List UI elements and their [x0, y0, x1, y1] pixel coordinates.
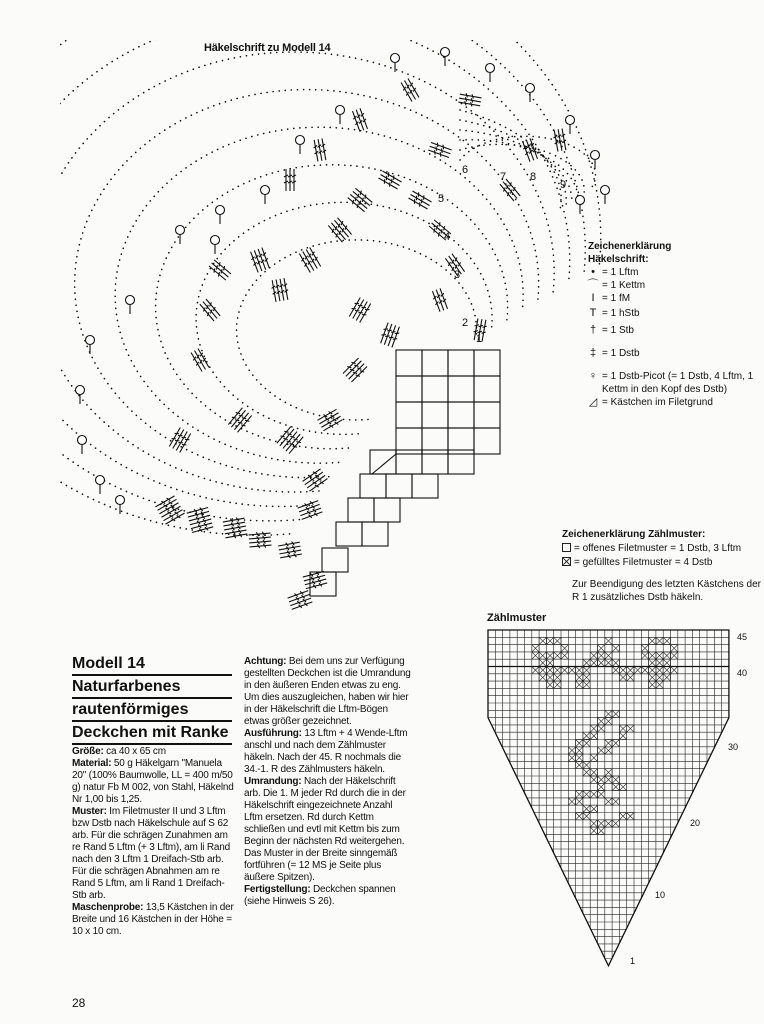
text-column-2 [244, 656, 412, 908]
round-label: 5 [438, 193, 445, 205]
legend-filled-item: = gefülltes Filetmuster = 4 Dstb [562, 556, 762, 570]
legend-item: ‡ = 1 Dstb [584, 347, 758, 360]
diagram-title: Häkelschrift zu Modell 14 [204, 42, 331, 54]
page-number: 28 [72, 996, 86, 1010]
row-label-30: 30 [728, 742, 739, 752]
legend-count-title: Zeichenerklärung Zählmuster: [562, 529, 706, 540]
chain-icon: • [591, 266, 595, 278]
row-label-45: 45 [737, 632, 748, 642]
legend-note: Zur Beendigung des letzten Kästchens der R 1 zusätzliches Dstb häkeln. [572, 579, 762, 603]
paragraph: Größe: ca 40 x 65 cm [72, 746, 166, 757]
open-box-icon [562, 543, 571, 552]
paragraph: Muster: Im Filetmuster II und 3 Lftm bzw Dstb nach Häkelschule auf S 62 arb. Für die schrägen Zunahmen am re Rand 5 Lftm (+ 3 Lftm), am li Rand nach den 3 Lftm 1 Dreifach-Stb arb. Für die schrägen Abnahmen am re Rand 5 Lftm, am li Rand 1 Dreifach-Stb arb. [72, 806, 230, 901]
row-label-20: 20 [690, 818, 701, 828]
legend-item: † = 1 Stb [584, 324, 758, 337]
count-chart [485, 628, 755, 973]
row-label-10: 10 [655, 890, 666, 900]
round-label: 4 [444, 231, 451, 243]
legend-item: ◿ = Kästchen im Filetgrund [584, 396, 758, 409]
row-label-40: 40 [737, 668, 748, 678]
paragraph: Ausführung: 13 Lftm + 4 Wende-Lftm anschl und nach dem Zählmuster häkeln. Nach der 45. R nochmals die 34.-1. R des Zählmusters häkeln. [244, 728, 408, 775]
legend-crochet [588, 240, 758, 409]
article-heading [72, 654, 232, 746]
round-label: 8 [530, 171, 537, 183]
legend-title: Zeichenerklärung [588, 241, 672, 252]
heading-line: Modell 14 [72, 654, 232, 676]
text-column-1 [72, 746, 236, 938]
round-label: 1 [476, 333, 483, 345]
picot-marks [76, 48, 610, 515]
legend-item: I = 1 fM [584, 292, 758, 305]
paragraph: Umrandung: Nach der Häkelschrift arb. Die 1. M jeder Rd durch die in der Häkelschrift eingezeichnete Anzahl Lftm ersetzen. Rd durch Kettm schließen und evtl mit Kettm bis zum Beginn der nächsten Rd weitergehen. Das Muster in der Breite sinngemäß fortführen (= 12 MS je Seite plus äußere Spitzen). [244, 776, 406, 883]
crochet-diagram [60, 40, 620, 615]
paragraph: Achtung: Bei dem uns zur Verfügung gestellten Deckchen ist die Umrandung in den äußeren Enden etwas zu eng. Um dies auszugleichen, haben wir hier in der Häkelschrift die Lftm-Bögen etwas größer gezeichnet. [244, 656, 411, 727]
chain-arcs [60, 40, 601, 535]
legend-item: ⌒ = 1 Kettm [584, 279, 758, 292]
legend-item: ♀ = 1 Dstb-Picot (= 1 Dstb, 4 Lftm, 1 Kettm in den Kopf des Dstb) [584, 370, 758, 396]
treble-crochet-icon: ‡ [589, 347, 597, 359]
picot-icon: ♀ [588, 370, 598, 382]
paragraph: Fertigstellung: Deckchen spannen (siehe Hinweis S 26). [244, 884, 396, 907]
round-label: 7 [500, 171, 507, 183]
slip-stitch-icon: ⌒ [587, 279, 599, 291]
legend-subtitle: Häkelschrift: [588, 254, 649, 265]
heading-line: Deckchen mit Ranke [72, 723, 232, 745]
count-chart-title: Zählmuster [487, 612, 547, 624]
filet-grid [310, 350, 500, 596]
round-label: 6 [462, 164, 469, 176]
round-label: 3 [454, 269, 461, 281]
legend-count [562, 528, 762, 604]
heading-line: Naturfarbenes [72, 677, 232, 699]
paragraph: Maschenprobe: 13,5 Kästchen in der Breite und 16 Kästchen in der Höhe = 10 x 10 cm. [72, 902, 234, 937]
row-label-1: 1 [630, 956, 636, 966]
round-label: 2 [462, 317, 469, 329]
stitch-clusters [154, 77, 567, 611]
round-label: 9 [560, 179, 567, 191]
double-crochet-icon: † [589, 324, 597, 336]
filled-box-icon [562, 557, 571, 566]
round-labels [438, 164, 566, 345]
legend-item: T = 1 hStb [584, 307, 758, 320]
legend-item: • = 1 Lftm [584, 266, 758, 279]
heading-line: rautenförmiges [72, 700, 232, 722]
half-double-icon: T [589, 307, 597, 319]
filet-box-icon: ◿ [588, 396, 598, 408]
paragraph: Material: 50 g Häkelgarn "Manuela 20" (100% Baumwolle, LL = 400 m/50 g) natur Fb M 002, von Stahl, Häkelnd Nr 1,00 bis 1,25. [72, 758, 234, 805]
legend-open-item: = offenes Filetmuster = 1 Dstb, 3 Lftm [562, 542, 762, 556]
single-crochet-icon: I [591, 292, 595, 304]
